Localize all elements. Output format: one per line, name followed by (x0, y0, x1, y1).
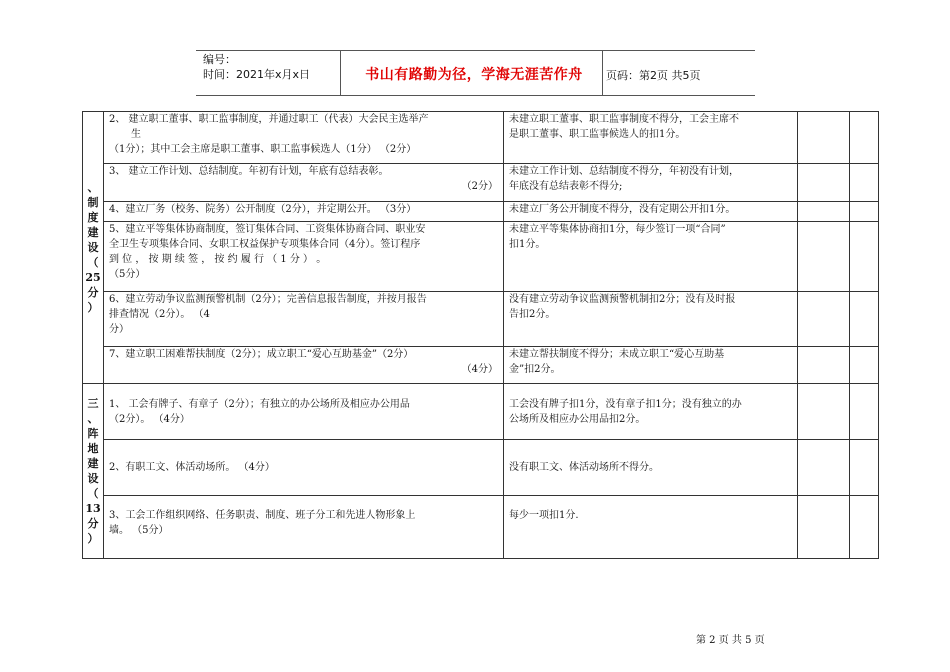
rule-cell (504, 384, 798, 440)
score-cell (798, 164, 850, 202)
item-cell (104, 347, 504, 384)
rule-text: 公场所及相应办公用品扣2分。 (509, 413, 646, 425)
item-cell (104, 164, 504, 202)
item-text: 生 (131, 129, 141, 140)
category-char: 、 (87, 181, 99, 194)
category-char: 阵 (87, 427, 99, 440)
remark-cell (850, 384, 879, 440)
rule-text: 工会没有牌子扣1分，没有章子扣1分；没有独立的办 (509, 398, 742, 410)
remark-cell (850, 164, 879, 202)
item-text: （2分）。 （4分） (109, 413, 190, 425)
remark-cell (850, 202, 879, 222)
category-char: 分 (87, 517, 99, 530)
item-text: （1分）；其中工会主席是职工董事、职工监事候选人（1分） （2分） (109, 144, 417, 155)
rule-cell (504, 202, 798, 222)
table-row (83, 347, 879, 384)
rule-cell (504, 347, 798, 384)
document-header (196, 50, 755, 96)
rule-text: 未建立工作计划、总结制度不得分，年初没有计划， (509, 166, 739, 177)
remark-cell (850, 222, 879, 292)
table-row (83, 440, 879, 496)
rule-text: 未建立平等集体协商扣1分，每少签订一项“合同” (509, 224, 726, 235)
item-text: 4、建立厂务（校务、院务）公开制度（2分），并定期公开。 （3分） (109, 204, 417, 215)
header-motto: 书山有路勤为径，学海无涯苦作舟 (365, 67, 583, 83)
rule-cell (504, 222, 798, 292)
score-cell (798, 347, 850, 384)
header-page-info: 页码：第2页 共5页 (606, 69, 701, 82)
rule-text: 年底没有总结表彰不得分; (509, 181, 623, 192)
rule-text: 扣1分。 (509, 239, 546, 250)
category-char: 设 (87, 472, 99, 485)
rule-text: 未建立厂务公开制度不得分，没有定期公开扣1分。 (509, 204, 736, 215)
header-divider (340, 51, 341, 95)
rule-cell (504, 292, 798, 347)
rule-cell (504, 112, 798, 164)
rule-text: 每少一项扣1分. (509, 510, 579, 521)
table-row (83, 496, 879, 559)
item-cell (104, 112, 504, 164)
category-char: （ (87, 256, 99, 269)
rule-text: 金”扣2分。 (509, 364, 561, 375)
item-text: 1、 工会有牌子、有章子（2分）；有独立的办公场所及相应办公用品 (109, 398, 410, 410)
category-char: 地 (87, 442, 99, 455)
item-text: 2、 建立职工董事、职工监事制度，并通过职工（代表）大会民主选举产 (109, 114, 429, 125)
document-time-label: 时间：2021年x月x日 (203, 68, 311, 81)
table-row (83, 292, 879, 347)
item-text: 7、建立职工困难帮扶制度（2分）；成立职工“爱心互助基金”（2分） (109, 349, 414, 360)
rule-text: 是职工董事、职工监事候选人的扣1分。 (509, 129, 686, 140)
remark-cell (850, 496, 879, 559)
category-char: ） (87, 301, 99, 314)
item-cell (104, 222, 504, 292)
item-text: 2、有职工文、体活动场所。 （4分） (109, 462, 275, 473)
score-cell (798, 292, 850, 347)
category-cell-system (83, 112, 104, 384)
category-char: 制 (87, 196, 99, 209)
rule-cell (504, 496, 798, 559)
rule-text: 未建立帮扶制度不得分；未成立职工“爱心互助基 (509, 349, 725, 360)
item-cell (104, 496, 504, 559)
item-cell (104, 440, 504, 496)
remark-cell (850, 440, 879, 496)
category-char: （ (87, 487, 99, 500)
rule-text: 没有职工文、体活动场所不得分。 (509, 462, 659, 473)
score-cell (798, 222, 850, 292)
table-row (83, 222, 879, 292)
rule-cell (504, 440, 798, 496)
remark-cell (850, 347, 879, 384)
score-cell (798, 440, 850, 496)
remark-cell (850, 112, 879, 164)
item-cell (104, 292, 504, 347)
category-char: 25 (85, 271, 101, 284)
item-text: （5分） (109, 269, 146, 280)
table-row (83, 384, 879, 440)
score-cell (798, 202, 850, 222)
document-number-label: 编号： (203, 53, 236, 66)
score-cell (798, 384, 850, 440)
item-cell (104, 202, 504, 222)
table-row (83, 164, 879, 202)
score-cell (798, 112, 850, 164)
category-char: 设 (87, 241, 99, 254)
category-char: 度 (87, 211, 99, 224)
category-char: 、 (87, 412, 99, 425)
item-text: 5、建立平等集体协商制度，签订集体合同、工资集体协商合同、职业安 (109, 224, 426, 235)
rule-text: 未建立职工董事、职工监事制度不得分，工会主席不 (509, 114, 739, 125)
item-text: 排查情况（2分）。 （4 (109, 309, 210, 320)
table-row (83, 202, 879, 222)
rule-text: 告扣2分。 (509, 309, 556, 320)
item-points: （2分） (461, 181, 498, 192)
header-divider (602, 51, 603, 95)
category-char: 分 (87, 286, 99, 299)
item-text: 分） (109, 324, 129, 335)
category-char: ） (87, 532, 99, 545)
item-text: 6、建立劳动争议监测预警机制（2分）；完善信息报告制度，并按月报告 (109, 294, 427, 305)
category-char: 建 (87, 457, 99, 470)
category-cell-venue (83, 384, 104, 559)
header-meta (203, 52, 310, 82)
category-char: 三 (87, 397, 99, 410)
rule-cell (504, 164, 798, 202)
scoring-table (82, 111, 879, 559)
remark-cell (850, 292, 879, 347)
page-footer: 第 2 页 共 5 页 (696, 635, 765, 646)
item-text: 全卫生专项集体合同、女职工权益保护专项集体合同（4分）。签订程序 (109, 239, 421, 250)
category-char: 13 (85, 502, 101, 515)
category-char: 建 (87, 226, 99, 239)
table-row (83, 112, 879, 164)
item-text: 墙。 （5分） (109, 525, 169, 536)
item-points: （4分） (461, 364, 498, 375)
item-text: 到 位 ， 按 期 续 签 ， 按 约 履 行 （ 1 分 ） 。 (109, 254, 327, 265)
rule-text: 没有建立劳动争议监测预警机制扣2分；没有及时报 (509, 294, 736, 305)
score-cell (798, 496, 850, 559)
item-cell (104, 384, 504, 440)
item-text: 3、工会工作组织网络、任务职责、制度、班子分工和先进人物形象上 (109, 510, 416, 521)
item-text: 3、 建立工作计划、总结制度。年初有计划，年底有总结表彰。 (109, 166, 389, 177)
